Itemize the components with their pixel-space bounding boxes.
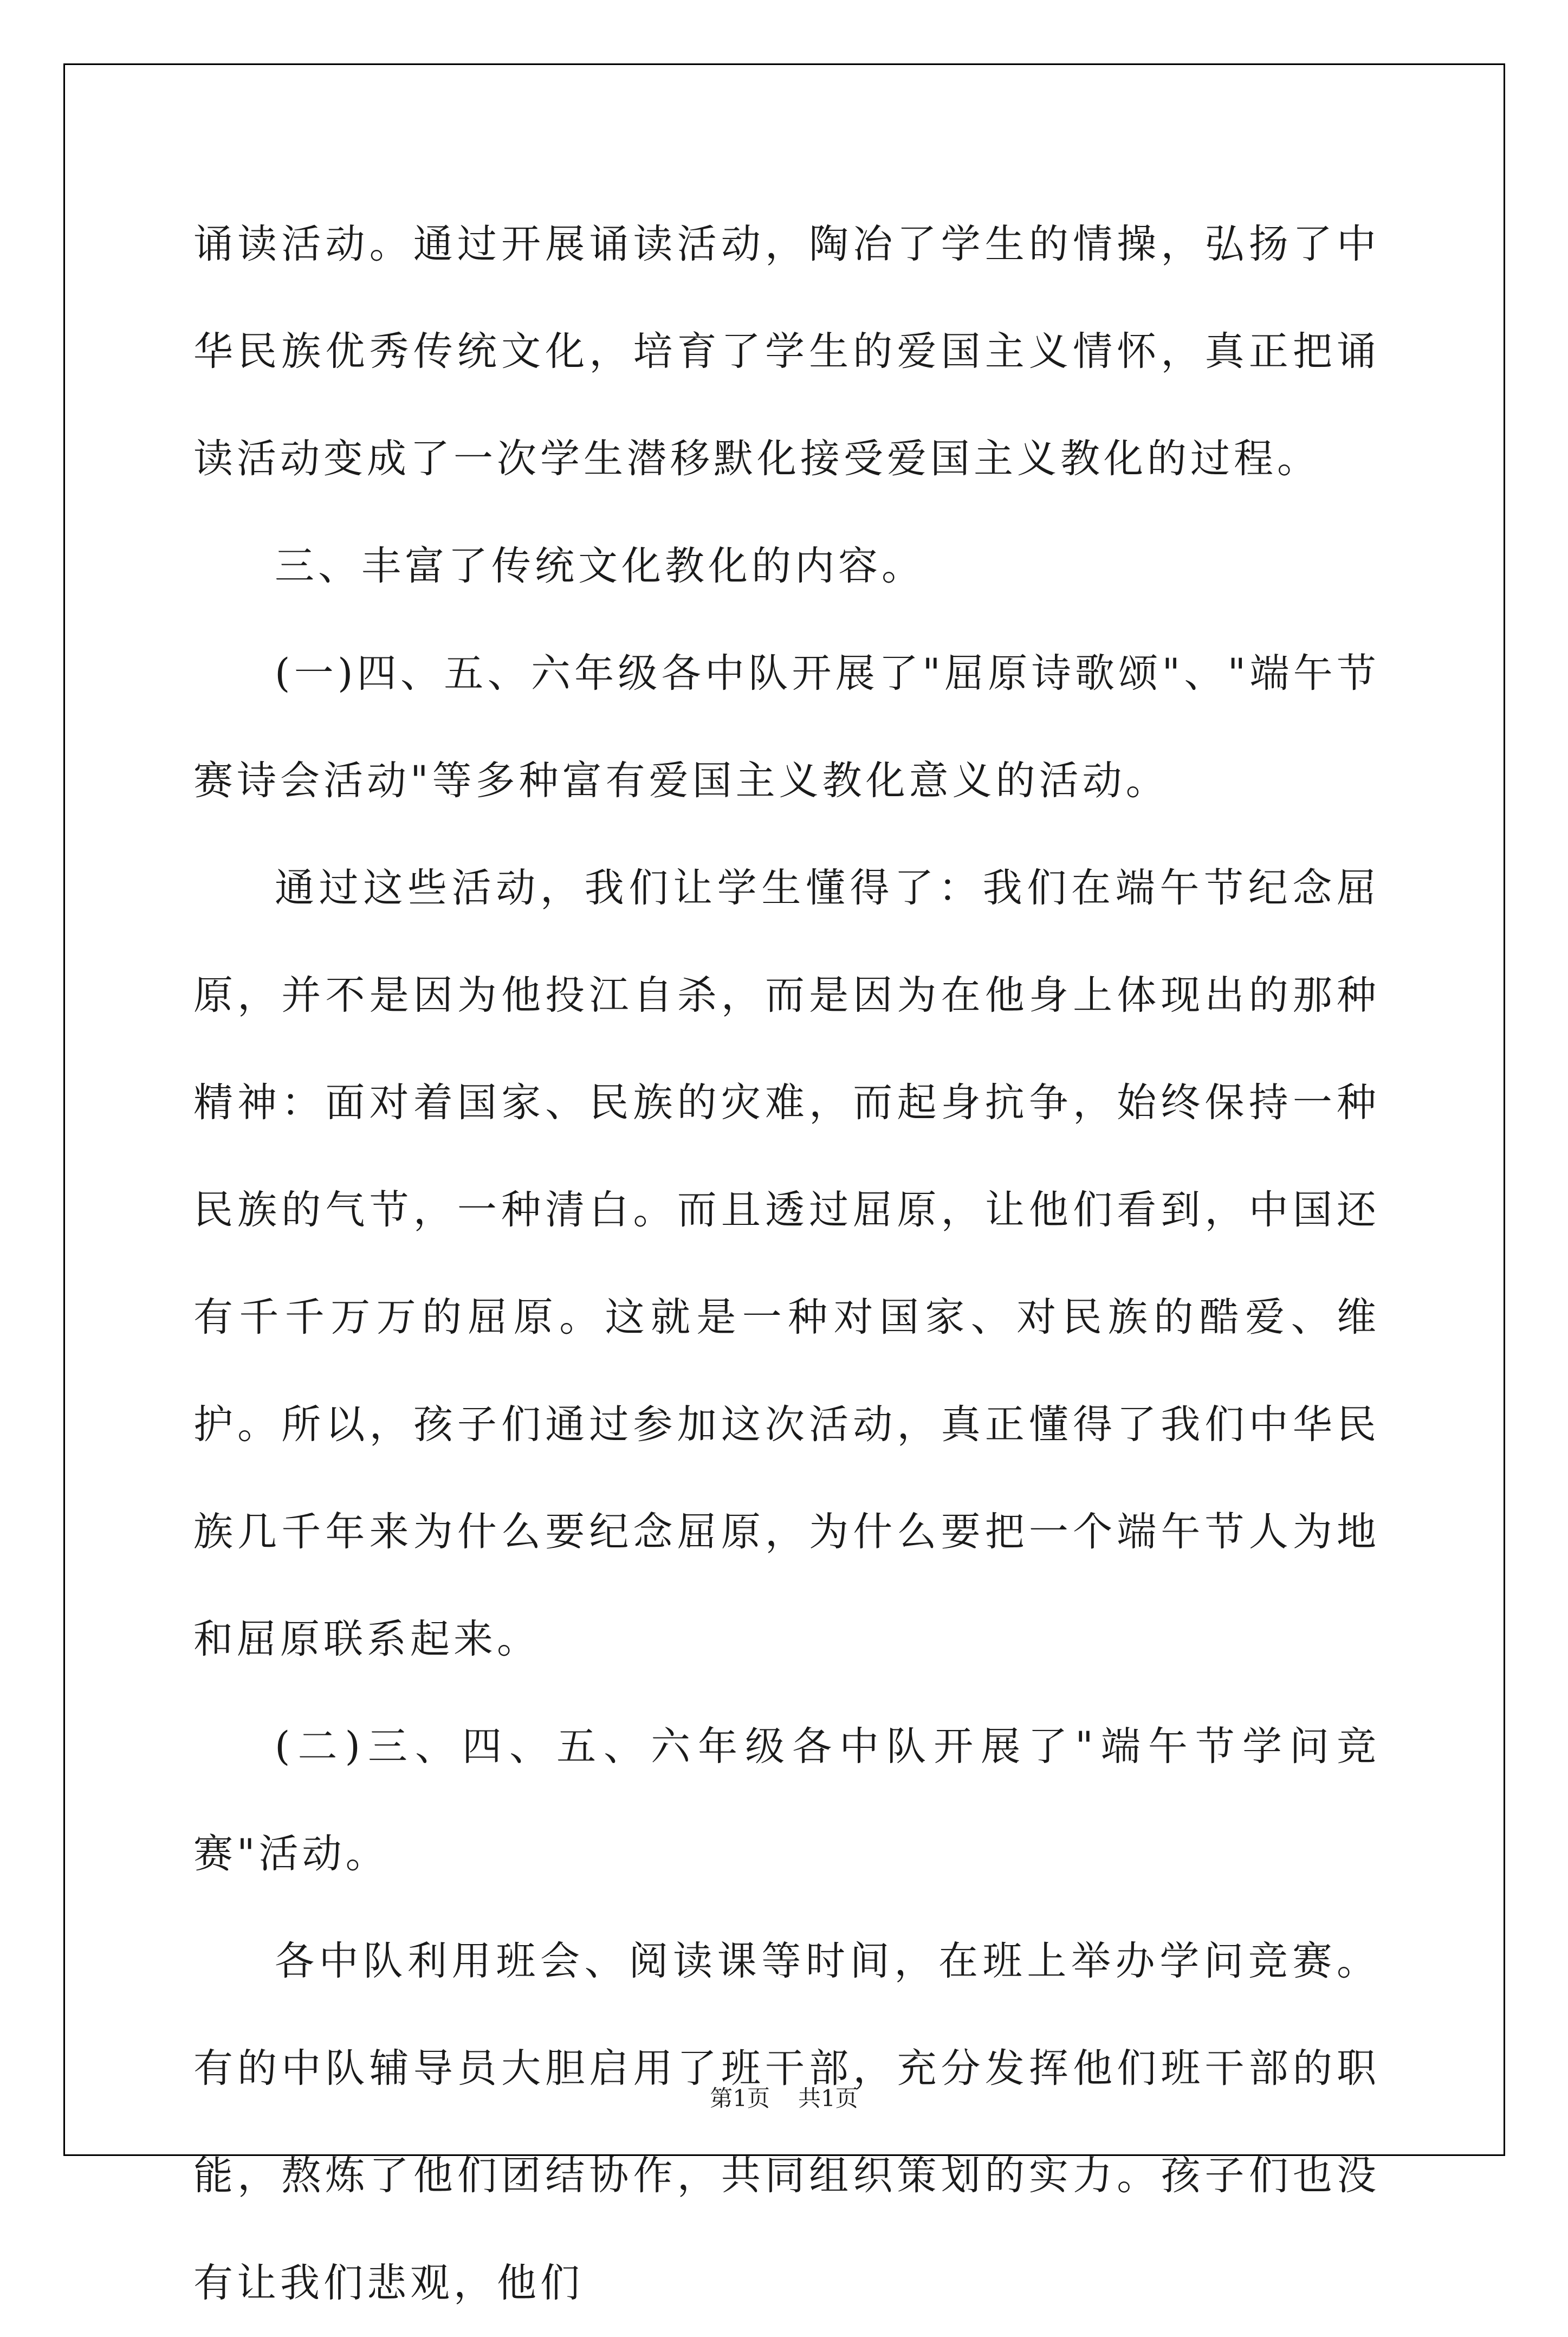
page-total: 共1页 — [798, 2085, 858, 2112]
paragraph-activities-meaning: 通过这些活动，我们让学生懂得了：我们在端午节纪念屈原，并不是因为他投江自杀，而是因为在他身上体现出的那种精神：面对着国家、民族的灾难，而起身抗争，始终保持一种民族的气节，一种清白。而且透过屈原，让他们看到，中国还有千千万万的屈原。这就是一种对国家、对民族的酷爱、维护。所以，孩子们通过参加这次活动，真正懂得了我们中华民族几千年来为什么要纪念屈原，为什么要把一个端午节人为地和屈原联系起来。 — [193, 865, 1380, 1662]
paragraph-squad-competition: 各中队利用班会、阅读课等时间，在班上举办学问竞赛。有的中队辅导员大胆启用了班干部，充分发挥他们班干部的职能，熬炼了他们团结协作，共同组织策划的实力。孩子们也没有让我们悲观，他们 — [193, 1938, 1380, 2306]
page-footer — [0, 2082, 1568, 2115]
paragraph-item-one: (一)四、五、六年级各中队开展了"屈原诗歌颂"、"端午节赛诗会活动"等多种富有爱国主义教化意义的活动。 — [193, 650, 1380, 804]
paragraph-item-two: (二)三、四、五、六年级各中队开展了"端午节学问竞赛"活动。 — [193, 1723, 1380, 1877]
document-body — [193, 191, 1380, 2337]
section-heading-three: 三、丰富了传统文化教化的内容。 — [275, 543, 925, 589]
paragraph-continuation: 诵读活动。通过开展诵读活动，陶冶了学生的情操，弘扬了中华民族优秀传统文化，培育了学生的爱国主义情怀，真正把诵读活动变成了一次学生潜移默化接受爱国主义教化的过程。 — [193, 221, 1380, 482]
page-number: 第1页 — [710, 2085, 770, 2112]
